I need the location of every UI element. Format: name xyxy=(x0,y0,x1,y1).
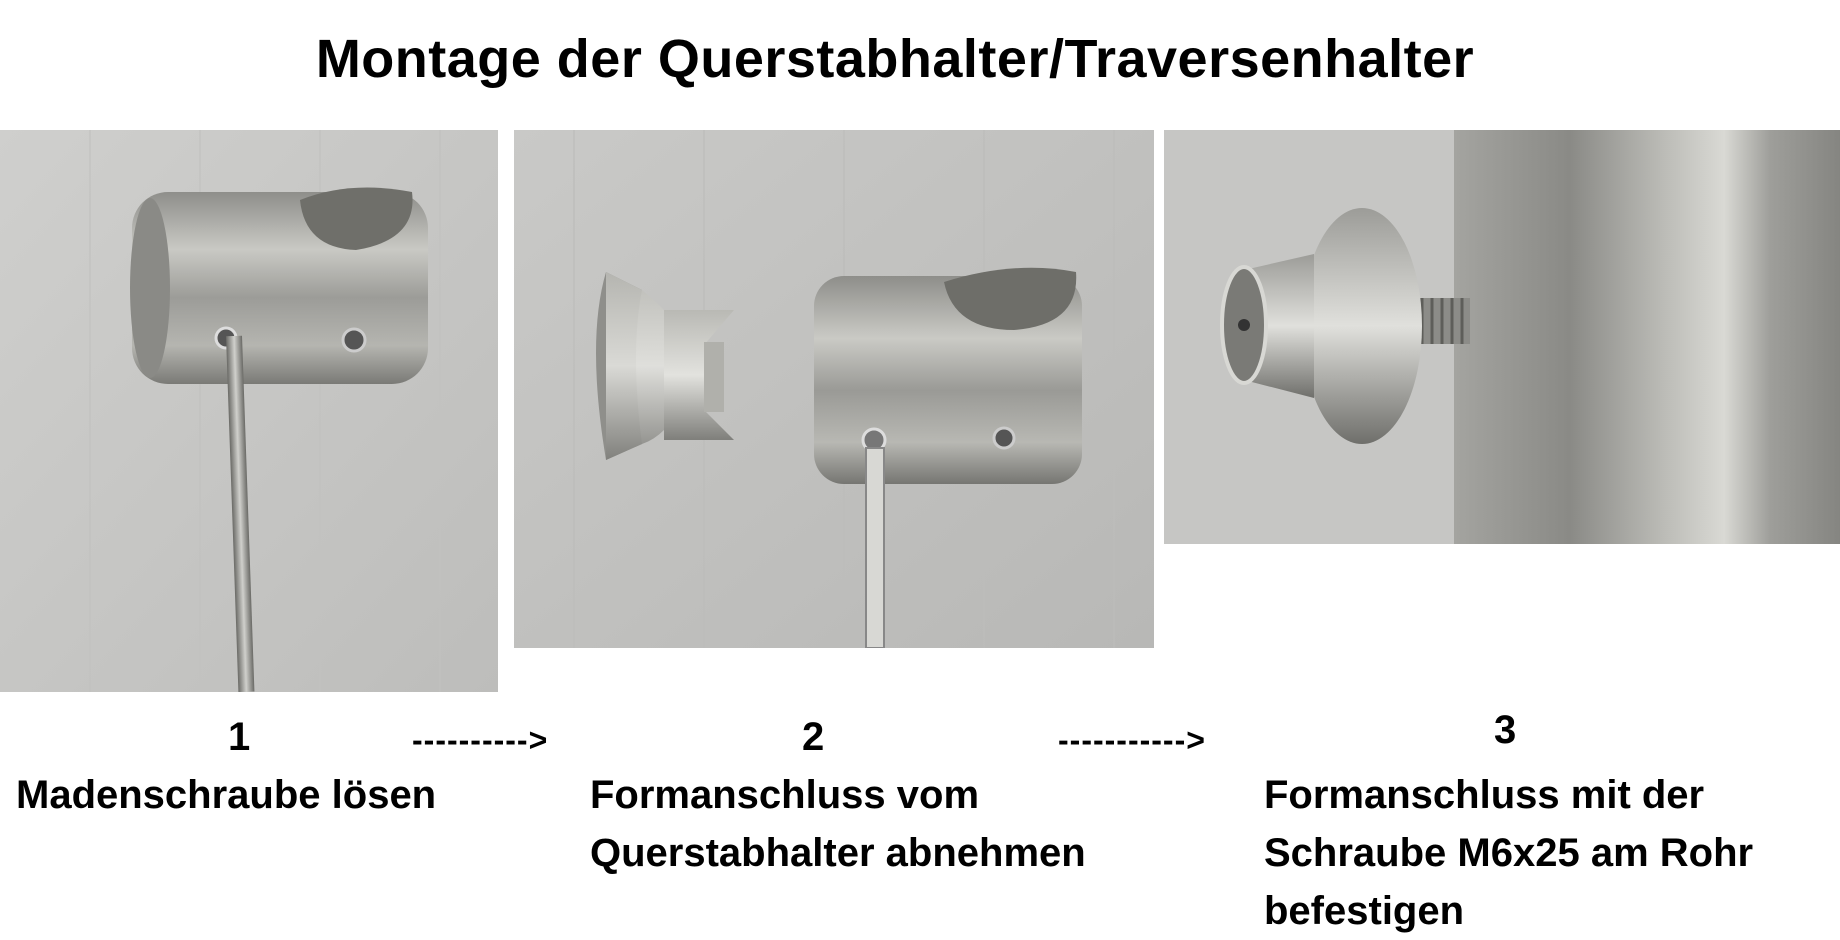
page-title: Montage der Querstabhalter/Traversenhalter xyxy=(315,29,1475,89)
photo-step-3 xyxy=(1164,130,1840,544)
caption-step-2 xyxy=(590,766,1086,882)
photo-step-1 xyxy=(0,130,498,692)
caption-step-3-line-3: befestigen xyxy=(1264,889,1465,933)
caption-step-2-line-2: Querstabhalter abnehmen xyxy=(590,831,1086,875)
caption-step-3 xyxy=(1264,766,1753,940)
step-number-3: 3 xyxy=(1494,708,1517,752)
caption-step-1 xyxy=(16,766,436,824)
step-number-1: 1 xyxy=(228,715,251,759)
caption-step-3-line-1: Formanschluss mit der xyxy=(1264,773,1705,817)
arrow-step-1-to-2: ----------> xyxy=(412,722,549,758)
arrow-step-2-to-3: -----------> xyxy=(1058,722,1206,758)
photo-step-2 xyxy=(514,130,1154,648)
caption-step-1-line-1: Madenschraube lösen xyxy=(16,773,437,817)
caption-step-3-line-2: Schraube M6x25 am Rohr xyxy=(1264,831,1754,875)
caption-step-2-line-1: Formanschluss vom xyxy=(590,773,980,817)
step-number-2: 2 xyxy=(802,715,825,759)
